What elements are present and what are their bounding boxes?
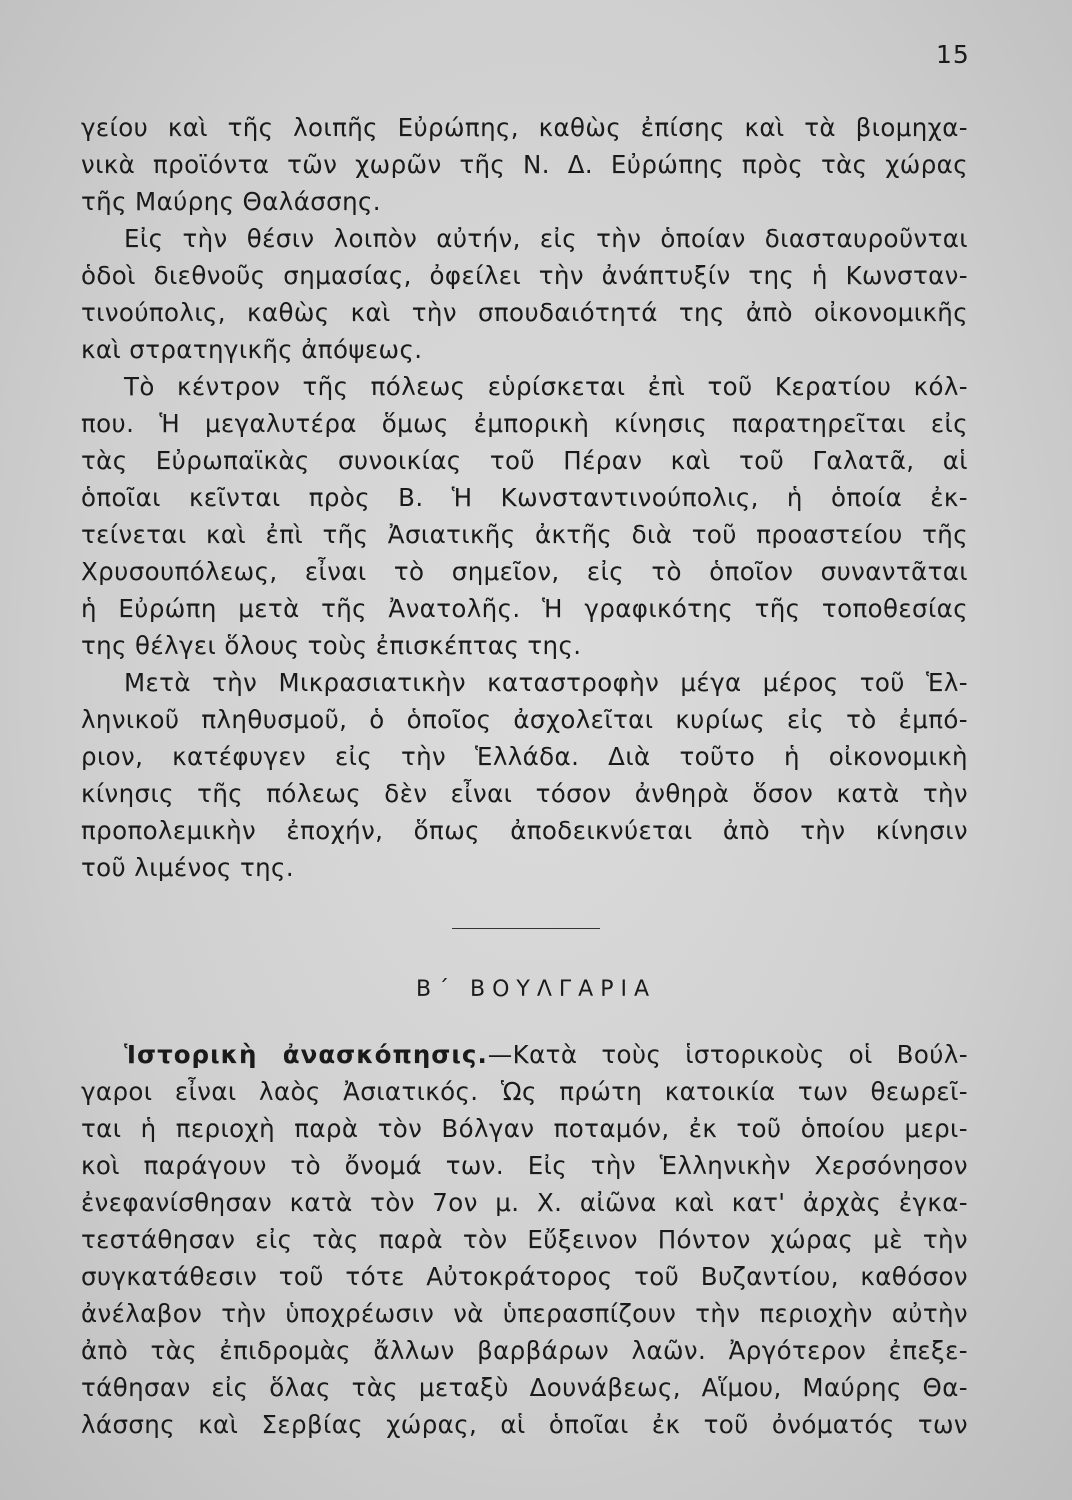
text-line: ὁδοὶ διεθνοῦς σημασίας, ὀφείλει τὴν ἀνάπτυξίν της ἡ Κωνσταν- bbox=[81, 261, 968, 290]
text-line: που. Ἡ μεγαλυτέρα ὅμως ἐμπορικὴ κίνησις παρατηρεῖται εἰς bbox=[81, 409, 968, 438]
text-fragment: —Κατὰ τοὺς ἱστορικοὺς οἱ Βούλ- bbox=[487, 1040, 968, 1069]
text-line: γείου καὶ τῆς λοιπῆς Εὐρώπης, καθὼς ἐπίσης καὶ τὰ βιομηχα- bbox=[81, 113, 968, 142]
text-line: τεστάθησαν εἰς τὰς παρὰ τὸν Εὔξεινον Πόντον χώρας μὲ τὴν bbox=[81, 1225, 968, 1254]
text-line: τείνεται καὶ ἐπὶ τῆς Ἀσιατικῆς ἀκτῆς διὰ τοῦ προαστείου τῆς bbox=[81, 520, 968, 549]
text-line: ληνικοῦ πληθυσμοῦ, ὁ ὁποῖος ἀσχολεῖται κυρίως εἰς τὸ ἐμπό- bbox=[81, 705, 968, 734]
text-line: τοῦ λιμένος της. bbox=[81, 853, 295, 882]
text-line: τινούπολις, καθὼς καὶ τὴν σπουδαιότητά της ἀπὸ οἰκονομικῆς bbox=[81, 298, 968, 327]
text-line: Τὸ κέντρον τῆς πόλεως εὑρίσκεται ἐπὶ τοῦ Κερατίου κόλ- bbox=[124, 372, 968, 401]
text-line: νικὰ προϊόντα τῶν χωρῶν τῆς Ν. Δ. Εὐρώπης πρὸς τὰς χώρας bbox=[81, 150, 968, 179]
text-line: Χρυσουπόλεως, εἶναι τὸ σημεῖον, εἰς τὸ ὁποῖον συναντᾶται bbox=[81, 557, 968, 586]
text-line: ται ἡ περιοχὴ παρὰ τὸν Βόλγαν ποταμόν, ἐκ τοῦ ὁποίου μερι- bbox=[81, 1114, 968, 1143]
text-line: λάσσης καὶ Σερβίας χώρας, αἱ ὁποῖαι ἐκ τοῦ ὀνόματός των bbox=[81, 1410, 968, 1439]
text-line: καὶ στρατηγικῆς ἀπόψεως. bbox=[81, 335, 423, 364]
section-divider bbox=[452, 928, 600, 929]
text-line: Μετὰ τὴν Μικρασιατικὴν καταστροφὴν μέγα μέρος τοῦ Ἑλ- bbox=[124, 668, 968, 697]
text-line: συγκατάθεσιν τοῦ τότε Αὐτοκράτορος τοῦ Βυζαντίου, καθόσον bbox=[81, 1262, 968, 1291]
section-heading: Β΄ ΒΟΥΛΓΑΡΙΑ bbox=[415, 977, 657, 1002]
text-line: τάθησαν εἰς ὅλας τὰς μεταξὺ Δουνάβεως, Αἵμου, Μαύρης Θα- bbox=[81, 1373, 968, 1402]
section-first-line bbox=[124, 1035, 968, 1075]
page-number: 15 bbox=[936, 40, 970, 69]
text-line: ἀνέλαβον τὴν ὑποχρέωσιν νὰ ὑπερασπίζουν τὴν περιοχὴν αὐτὴν bbox=[81, 1299, 968, 1328]
text-line: προπολεμικὴν ἐποχήν, ὅπως ἀποδεικνύεται ἀπὸ τὴν κίνησιν bbox=[81, 816, 968, 845]
text-line: ριον, κατέφυγεν εἰς τὴν Ἑλλάδα. Διὰ τοῦτο ἡ οἰκονομικὴ bbox=[81, 742, 968, 771]
text-line: ἡ Εὐρώπη μετὰ τῆς Ἀνατολῆς. Ἡ γραφικότης τῆς τοποθεσίας bbox=[81, 594, 968, 623]
text-line: ὁποῖαι κεῖνται πρὸς Β. Ἡ Κωνσταντινούπολις, ἡ ὁποία ἐκ- bbox=[81, 483, 968, 512]
text-line: της θέλγει ὅλους τοὺς ἐπισκέπτας της. bbox=[81, 631, 582, 660]
text-line: Εἰς τὴν θέσιν λοιπὸν αὐτήν, εἰς τὴν ὁποίαν διασταυροῦνται bbox=[124, 224, 968, 253]
text-line: γαροι εἶναι λαὸς Ἀσιατικός. Ὡς πρώτη κατοικία των θεωρεῖ- bbox=[81, 1077, 968, 1106]
text-line: ἀπὸ τὰς ἐπιδρομὰς ἄλλων βαρβάρων λαῶν. Ἀργότερον ἐπεξε- bbox=[81, 1336, 968, 1365]
text-line: κίνησις τῆς πόλεως δὲν εἶναι τόσον ἀνθηρὰ ὅσον κατὰ τὴν bbox=[81, 779, 968, 808]
text-line: ἐνεφανίσθησαν κατὰ τὸν 7ον μ. Χ. αἰῶνα καὶ κατ' ἀρχὰς ἐγκα- bbox=[81, 1188, 968, 1217]
text-line: κοὶ παράγουν τὸ ὄνομά των. Εἰς τὴν Ἑλληνικὴν Χερσόνησον bbox=[81, 1151, 968, 1180]
subheading: Ἱστορικὴ ἀνασκόπησις. bbox=[124, 1040, 488, 1069]
text-line: τῆς Μαύρης Θαλάσσης. bbox=[81, 187, 381, 216]
text-line: τὰς Εὐρωπαϊκὰς συνοικίας τοῦ Πέραν καὶ τοῦ Γαλατᾶ, αἱ bbox=[81, 446, 968, 475]
